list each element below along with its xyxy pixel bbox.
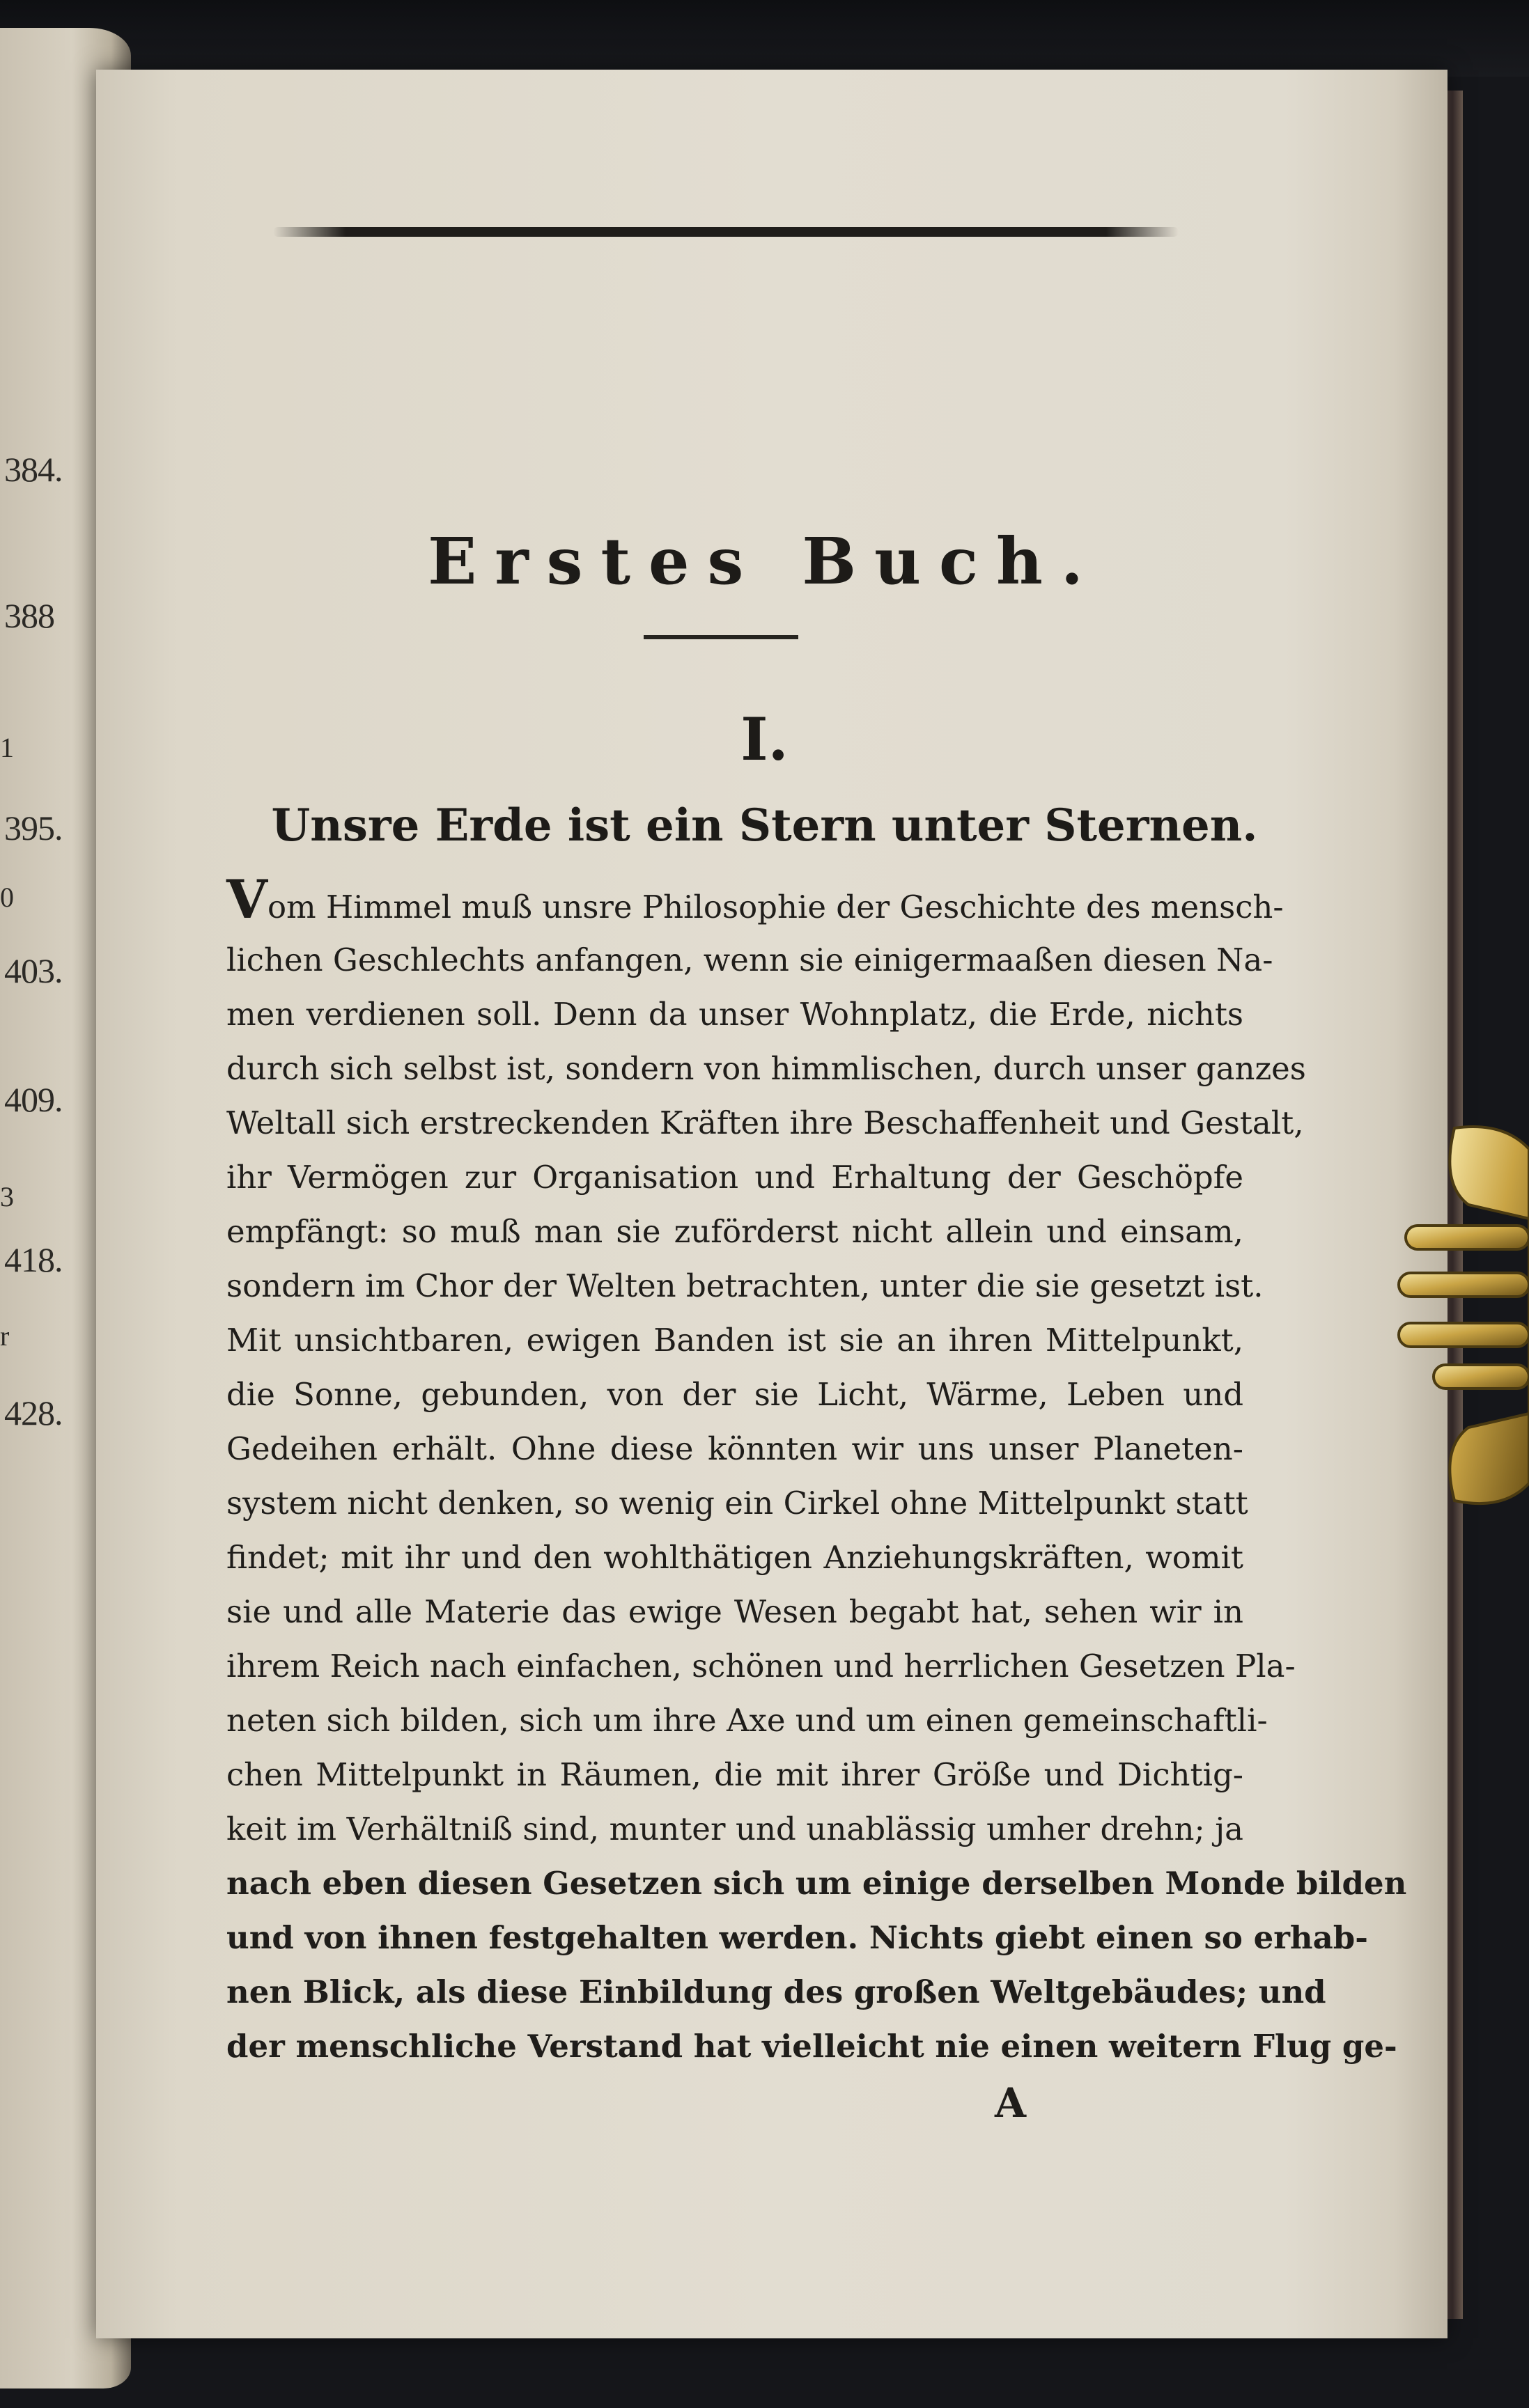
text-line: ihrem Reich nach einfachen, schönen und herrlichen Gesetzen Pla- [226,1648,1296,1684]
text-line: Mit unsichtbaren, ewigen Banden ist sie an ihren Mittelpunkt, [226,1322,1243,1359]
text-line: und von ihnen festgehalten werden. Nichts giebt einen so erhab- [226,1919,1368,1956]
text-line: ihr Vermögen zur Organisation und Erhaltung der Geschöpfe [226,1159,1243,1196]
margin-mark: 3 [0,1181,14,1212]
margin-mark: 1 [0,732,14,763]
text-line: keit im Verhältniß sind, munter und unablässig umher drehn; ja [226,1811,1243,1847]
margin-mark: r [0,1320,10,1352]
text-line: empfängt: so muß man sie zuförderst nicht allein und einsam, [226,1213,1243,1250]
toc-page-number: 403. [4,951,63,990]
toc-page-number: 395. [4,808,63,847]
text-line: chen Mittelpunkt in Räumen, die mit ihrer Größe und Dichtig- [226,1756,1243,1793]
drop-initial: V [226,868,267,930]
margin-mark: 0 [0,882,14,913]
background-shadow [0,0,1529,77]
text-line: Weltall sich erstreckenden Kräften ihre Beschaffenheit und Gestalt, [226,1104,1304,1141]
text-line: durch sich selbst ist, sondern von himmlischen, durch unser ganzes [226,1050,1306,1087]
signature-mark: A [995,2079,1027,2127]
brass-page-clip [1399,1121,1529,1511]
text-line: nach eben diesen Gesetzen sich um einige derselben Monde bilden [226,1865,1407,1902]
text-line: findet; mit ihr und den wohlthätigen Anziehungskräften, womit [226,1539,1243,1576]
title-divider [644,635,798,639]
toc-page-number: 384. [4,450,63,489]
body-text [226,868,1407,2074]
toc-page-number: 388 [4,596,54,635]
header-rule [273,227,1179,237]
text-line: Gedeihen erhält. Ohne diese könnten wir uns unser Planeten- [226,1430,1243,1467]
text-line: sondern im Chor der Welten betrachten, unter die sie gesetzt ist. [226,1267,1264,1304]
toc-page-number: 428. [4,1393,63,1432]
text-line: lichen Geschlechts anfangen, wenn sie einigermaaßen diesen Na- [226,941,1273,978]
toc-page-number: 409. [4,1080,63,1119]
chapter-number: I. [740,705,789,774]
chapter-title: Unsre Erde ist ein Stern unter Sternen. [271,799,1258,852]
text-line: men verdienen soll. Denn da unser Wohnplatz, die Erde, nichts [226,996,1243,1033]
text-line: der menschliche Verstand hat vielleicht nie einen weitern Flug ge- [226,2028,1397,2065]
text-line: system nicht denken, so wenig ein Cirkel ohne Mittelpunkt statt [226,1485,1248,1522]
text-line: nen Blick, als diese Einbildung des großen Weltgebäudes; und [226,1973,1326,2010]
toc-page-number: 418. [4,1240,63,1279]
text-line: die Sonne, gebunden, von der sie Licht, Wärme, Leben und [226,1376,1243,1413]
text-line: sie und alle Materie das ewige Wesen begabt hat, sehen wir in [226,1593,1243,1630]
book-title: Erstes Buch. [428,524,1101,599]
text-line: neten sich bilden, sich um ihre Axe und um einen gemeinschaftli- [226,1702,1268,1739]
text-line: Vom Himmel muß unsre Philosophie der Geschichte des mensch- [226,868,1284,930]
